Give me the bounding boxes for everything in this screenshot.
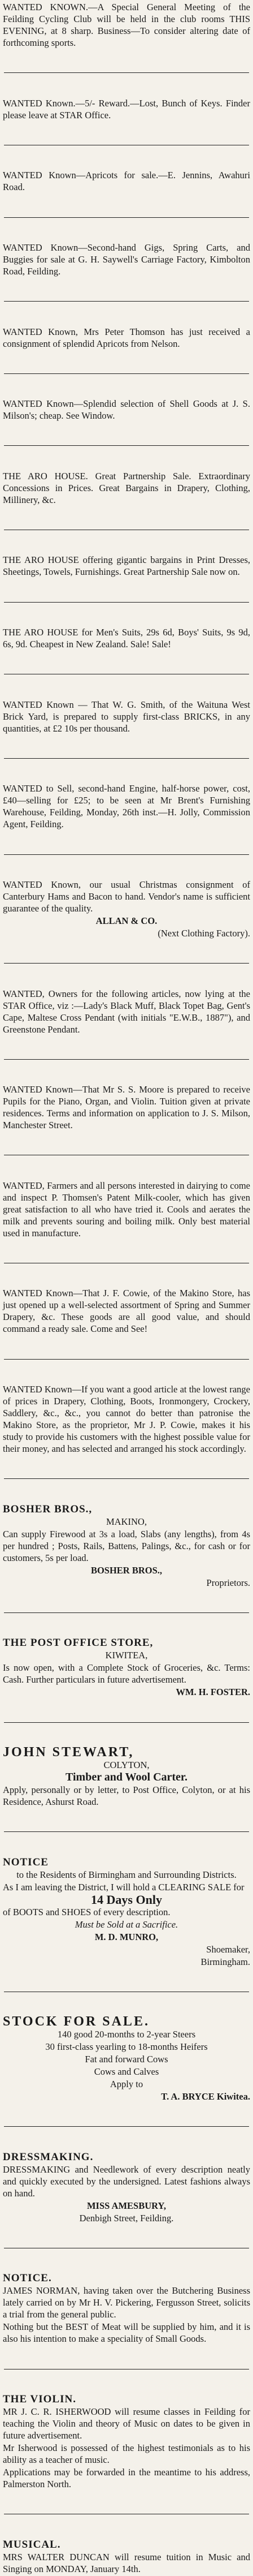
ad-signature-note: Denbigh Street, Feilding. (79, 2212, 174, 2224)
james-norman-notice-ad (3, 2272, 250, 2345)
divider (4, 854, 249, 855)
classified-ad (3, 1383, 250, 1455)
ad-heading: NOTICE. (3, 2272, 52, 2285)
ad-heading: BOSHER BROS., (3, 1503, 93, 1515)
ad-text: WANTED Known—Second-hand Gigs, Spring Carts, and Buggies for sale at G. H. Saywell's Carriage Factory, Kimbolton Road, Feilding. (3, 242, 250, 277)
ad-heading: THE POST OFFICE STORE, (3, 1637, 154, 1649)
ad-apply: Apply to (110, 2079, 143, 2090)
ad-note: Must be Sold at a Sacrifice. (75, 1919, 178, 1930)
divider (4, 301, 249, 302)
ad-text: THE ARO HOUSE for Men's Suits, 29s 6d, Boys' Suits, 9s 9d, 6s, 9d. Cheapest in New Zealand. Sale! Sale! (3, 627, 250, 650)
ad-text: WANTED, Owners for the following articles, now lying at the STAR Office, viz :—Lady's Black Muff, Black Topet Bag, Gent's Cape, Maltese Cross Pendant (with initials "E.W.B., 1887"), and Greenstone Pendant. (3, 988, 250, 1035)
classified-ad (3, 398, 250, 422)
ad-text: WANTED Known—If you want a good article at the lowest range of prices in Drapery, Clothing, Boots, Ironmongery, Crockery, Saddlery, &c., &c., you cannot do better than patronise the Makino Store, as the proprietor, Mr J. P. Cowie, makes it his study to provide his customers with the highest possible value for their money, and has selected and arranged his stock accordingly. (3, 1384, 250, 1454)
john-stewart-ad (3, 1744, 250, 1808)
divider (4, 1722, 249, 1723)
ad-text: As I am leaving the District, I will hold a CLEARING SALE for (3, 1881, 245, 1893)
ad-signature: BOSHER BROS., (90, 1564, 163, 1576)
dressmaking-ad (3, 2151, 250, 2224)
ad-text: Is now open, with a Complete Stock of Groceries, &c. Terms: Cash. Further particulars in future advertisement. (3, 1662, 250, 1685)
classified-ad (3, 326, 250, 350)
classified-ad (3, 1, 250, 49)
divider (4, 602, 249, 603)
classified-ad (3, 782, 250, 830)
ad-text: WANTED Known—That J. F. Cowie, of the Makino Store, has just opened up a well-selected assortment of Spring and Summer Drapery, &c. These goods are all good value, and should command a ready sale. Come and See! (3, 1288, 250, 1335)
divider (4, 217, 249, 218)
ad-subheading: COLYTON, (103, 1759, 150, 1770)
ad-text: WANTED KNOWN.—A Special General Meeting of the Feilding Cycling Club will be held in the club rooms THIS EVENING, at 8 sharp. Business—To consider altering date of forthcoming sports. (3, 2, 250, 48)
ad-signature: MISS AMESBURY, (86, 2200, 167, 2211)
ad-heading: NOTICE (3, 1856, 49, 1868)
ad-signature: ALLAN & CO. (95, 915, 158, 926)
ad-heading: JOHN STEWART, (3, 1744, 134, 1760)
ad-signature-note: (Next Clothing Factory). (158, 927, 250, 939)
ad-signature: M. D. MUNRO, (94, 1931, 159, 1942)
classified-ad (3, 470, 250, 506)
ad-signature-note: Shoemaker, (206, 1943, 250, 1955)
divider (4, 1478, 249, 1479)
divider (4, 758, 249, 759)
ad-heading: THE VIOLIN. (3, 2393, 76, 2405)
classified-ad (3, 554, 250, 578)
divider (4, 1612, 249, 1613)
ad-intro: to the Residents of Birmingham and Surrounding Districts. (16, 1869, 237, 1880)
divider (4, 373, 249, 374)
ad-text: Mr Isherwood is possessed of the highest testimonials as to his ability as a teacher of music. (3, 2442, 250, 2465)
divider (4, 2126, 249, 2127)
ad-text: THE ARO HOUSE. Great Partnership Sale. Extraordinary Concessions in Prices. Great Bargains in Drapery, Clothing, Millinery, &c. (3, 470, 250, 505)
ad-subheading: MAKINO, (106, 1516, 147, 1527)
ad-text: WANTED Known.—5/- Reward.—Lost, Bunch of Keys. Finder please leave at STAR Office. (3, 97, 250, 121)
stock-for-sale-ad (3, 2016, 250, 2102)
ad-subheading: KIWITEA, (105, 1650, 148, 1661)
classified-ad (3, 626, 250, 650)
ad-text: WANTED Known—Apricots for sale.—E. Jennins, Awahuri Road. (3, 170, 250, 193)
ad-signature: T. A. BRYCE Kiwitea. (161, 2091, 250, 2102)
ad-signature: WM. H. FOSTER. (176, 1687, 250, 1698)
ad-text: JAMES NORMAN, having taken over the Butchering Business lately carried on by Mr H. V. Pickering, Fergusson Street, solicits a trial from the general public. (3, 2285, 250, 2320)
divider (4, 1059, 249, 1060)
musical-ad (3, 2539, 250, 2575)
stock-item: Fat and forward Cows (85, 2054, 168, 2065)
classified-ad (3, 1083, 250, 1131)
ad-text: DRESSMAKING and Needlework of every description neatly and quickly executed by the undersigned. Latest fashions always on hand. (3, 2164, 250, 2199)
stock-item: 30 first-class yearling to 18-months Heifers (45, 2041, 208, 2053)
ad-text: WANTED to Sell, second-hand Engine, half-horse power, cost, £40—selling for £25; to be seen at Mr Brent's Furnishing Warehouse, Feilding, Monday, 26th inst.—H. Jolly, Commission Agent, Feilding. (3, 783, 250, 830)
classified-ad (3, 988, 250, 1035)
violin-ad (3, 2393, 250, 2490)
stock-item: 140 good 20-months to 2-year Steers (57, 2029, 196, 2040)
stock-item: Cows and Calves (94, 2066, 159, 2078)
ad-text: WANTED Known, Mrs Peter Thomson has just received a consignment of splendid Apricots from Nelson. (3, 326, 250, 349)
ad-text: WANTED Known—Splendid selection of Shell Goods at J. S. Milson's; cheap. See Window. (3, 398, 250, 422)
ad-highlight: 14 Days Only (91, 1892, 162, 1907)
classified-ad (3, 169, 250, 193)
classified-ad (3, 1287, 250, 1335)
ad-text: WANTED Known—That Mr S. S. Moore is prepared to receive Pupils for the Piano, Organ, and Violin. Tuition given at private residences. Terms and information on application to J. S. Milson, Manchester Street. (3, 1084, 250, 1131)
ad-text: MRS WALTER DUNCAN will resume tuition in Music and Singing on MONDAY, January 14th. (3, 2551, 250, 2574)
ad-heading: STOCK FOR SALE. (3, 2014, 150, 2029)
bosher-bros-ad (3, 1503, 250, 1589)
divider (4, 1359, 249, 1360)
classified-ad (3, 879, 250, 939)
ad-text: Can supply Firewood at 3s a load, Slabs (any lengths), from 4s per hundred ; Posts, Rails, Battens, Palings, &c., for cash or for customers, 5s per load. (3, 1528, 250, 1563)
ad-text: Apply, personally or by letter, to Post Office, Colyton, or at his Residence, Ashurst Road. (3, 1784, 250, 1807)
divider (4, 1831, 249, 1832)
ad-title: Timber and Wool Carter. (66, 1770, 187, 1783)
divider (4, 963, 249, 964)
ad-text: of BOOTS and SHOES of every description. (3, 1906, 171, 1917)
ad-text: THE ARO HOUSE offering gigantic bargains in Print Dresses, Sheetings, Towels, Furnishings. Great Partnership Sale now on. (3, 554, 250, 578)
classified-ad (3, 699, 250, 734)
ad-heading: MUSICAL. (3, 2538, 61, 2551)
divider (4, 445, 249, 446)
post-office-store-ad (3, 1637, 250, 1698)
ad-text: WANTED Known, our usual Christmas consignment of Canterbury Hams and Bacon to hand. Vendor's name is sufficient guarantee of the quality. (3, 879, 250, 914)
divider (4, 72, 249, 73)
munro-notice-ad (3, 1856, 250, 1968)
ad-text: WANTED Known — That W. G. Smith, of the Waituna West Brick Yard, is prepared to supply first-class BRICKS, in any quantities, at £2 10s per thousand. (3, 699, 250, 734)
ad-text: Nothing but the BEST of Meat will be supplied by him, and it is also his intention to make a speciality of Small Goods. (3, 2321, 250, 2345)
classified-ad (3, 1180, 250, 1239)
classified-ad (3, 242, 250, 277)
ad-text: MR J. C. R. ISHERWOOD will resume classes in Feilding for teaching the Violin and theory of Music on dates to be given in future advertisement. (3, 2406, 250, 2441)
ad-signature-place: Birmingham. (200, 1956, 250, 1967)
ad-signature-note: Proprietors. (206, 1577, 250, 1588)
ad-text: WANTED, Farmers and all persons interested in dairying to come and inspect P. Thomsen's Patent Milk-cooler, which has given great satisfaction to all who have tried it. Cools and aerates the milk and prevents souring and boiling milk. Only best material used in manufacture. (3, 1180, 250, 1238)
classified-ad (3, 97, 250, 121)
ad-heading: DRESSMAKING. (3, 2151, 94, 2163)
ad-text: Applications may be forwarded in the meantime to his address, Palmerston North. (3, 2467, 250, 2489)
